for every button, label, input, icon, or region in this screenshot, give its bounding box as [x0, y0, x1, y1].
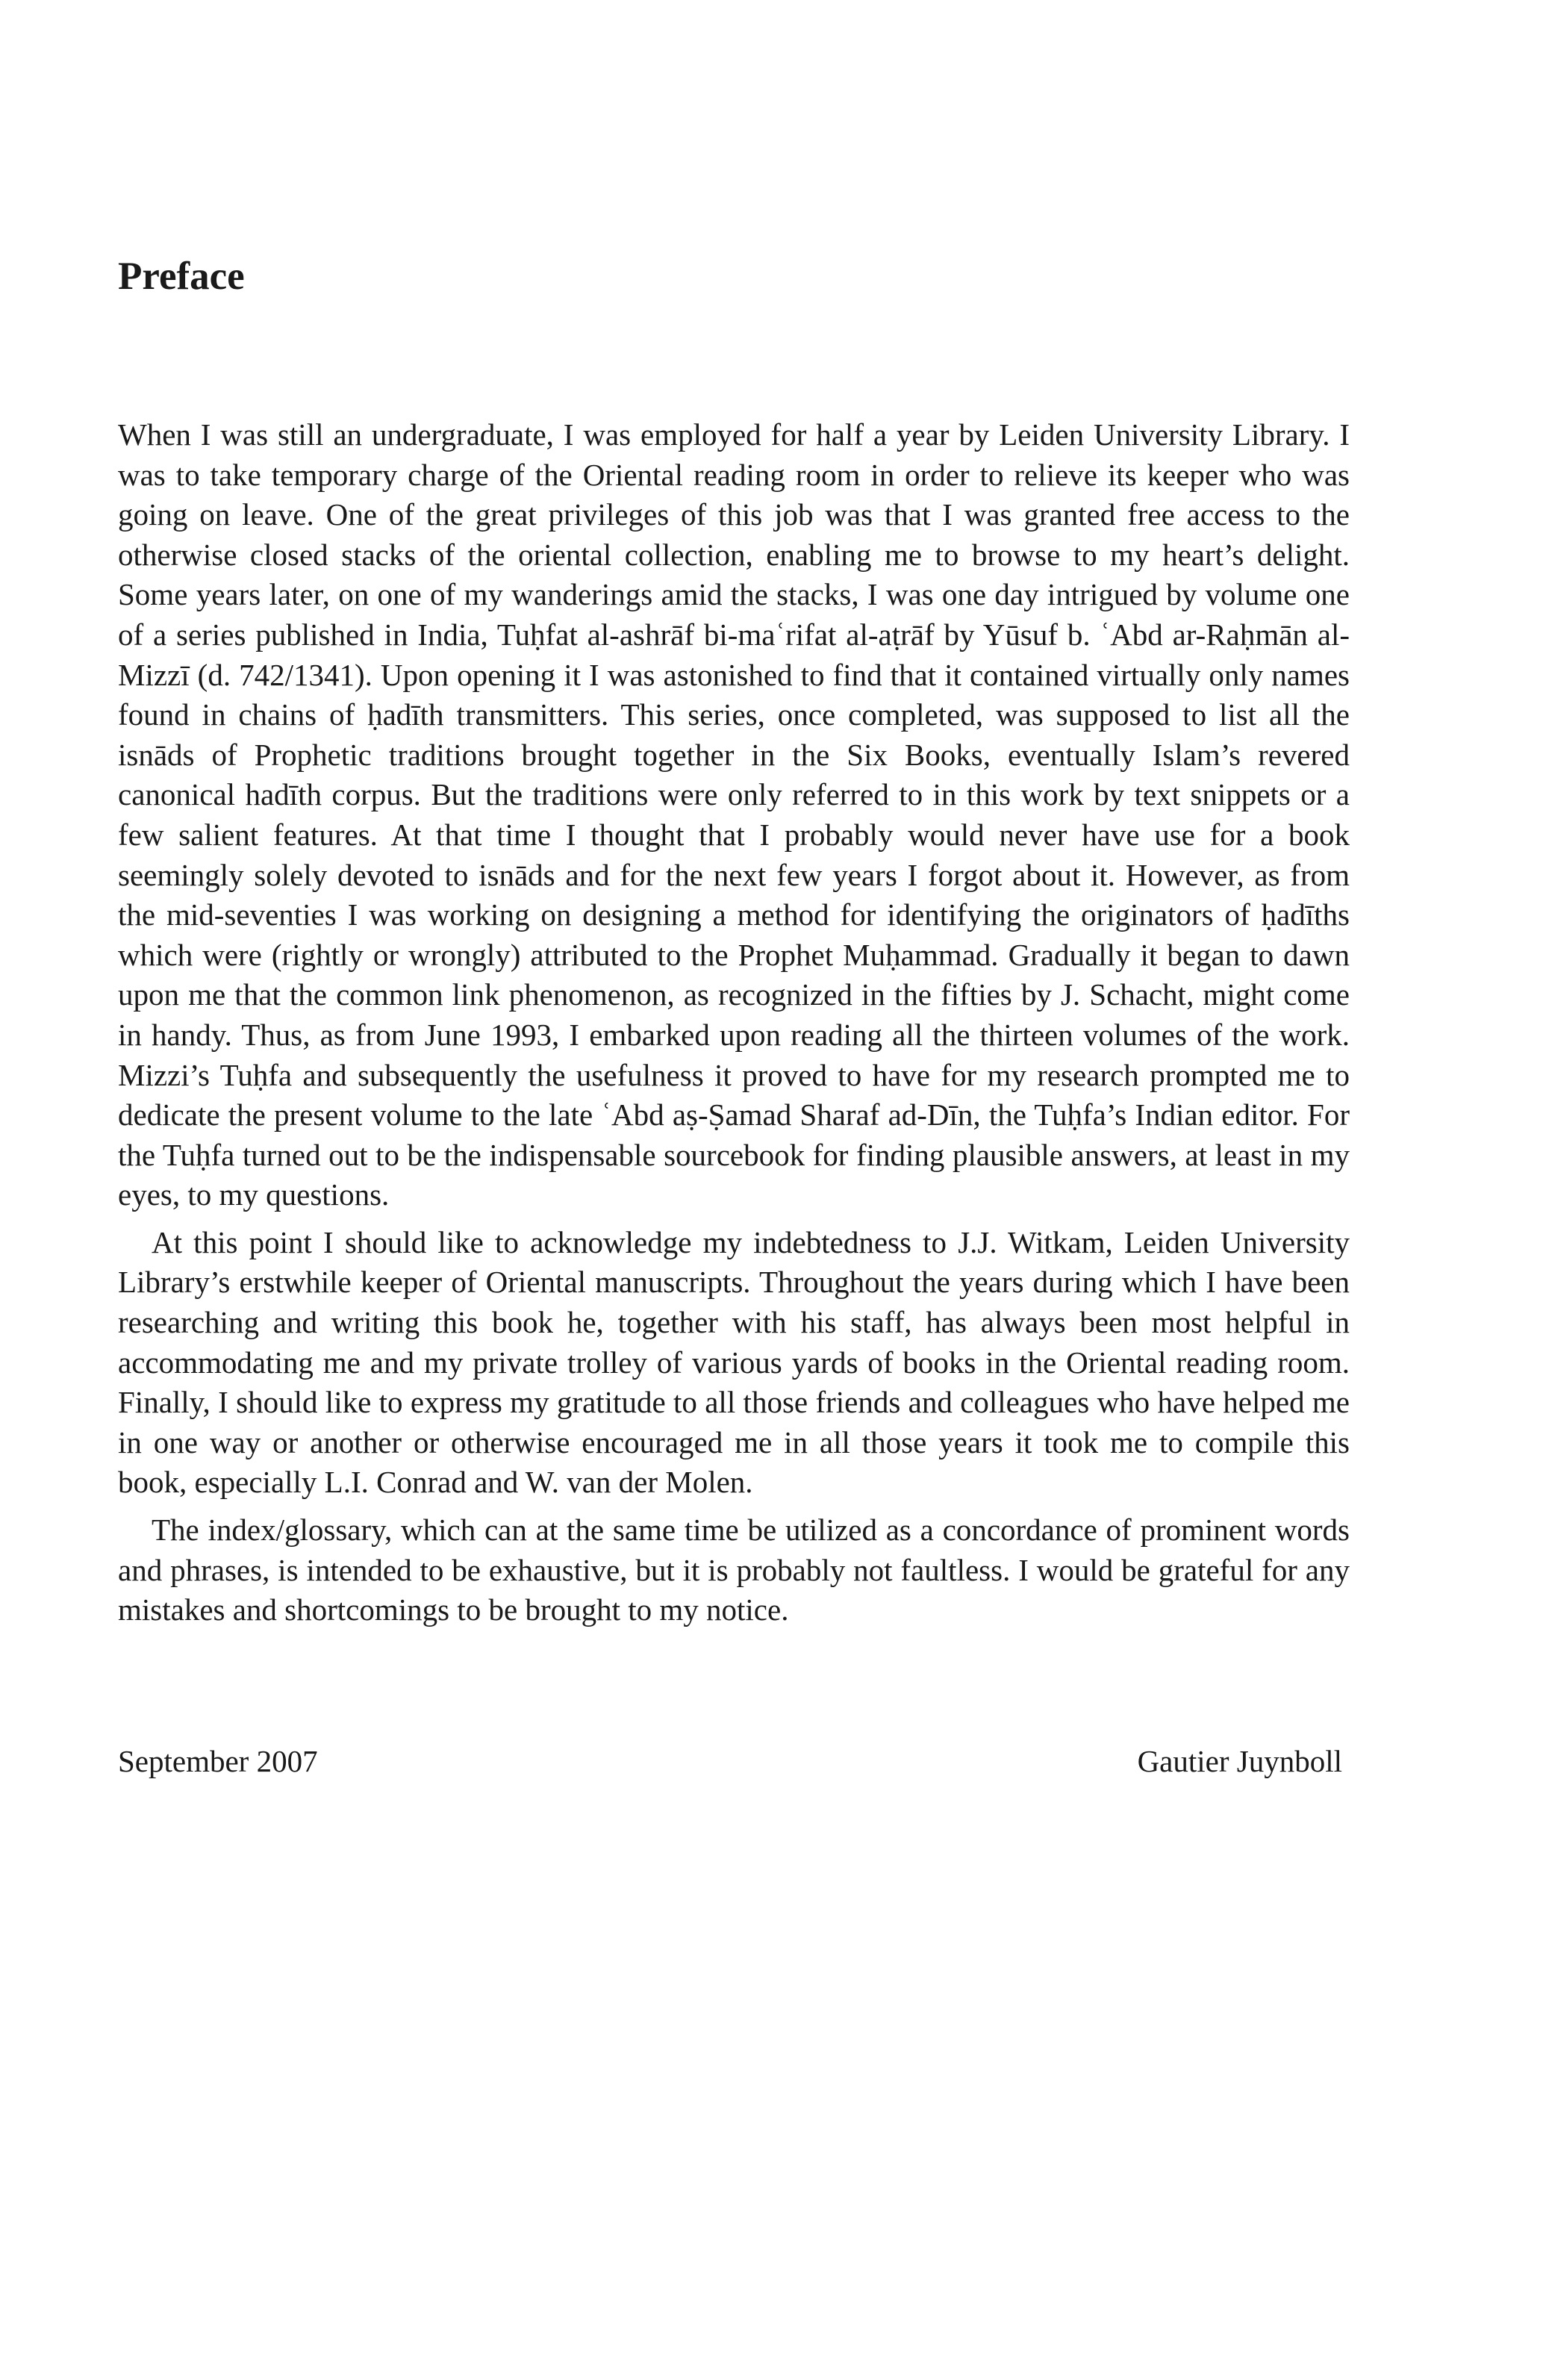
paragraph-1: When I was still an undergraduate, I was employed for half a year by Leiden University Library. I was to take temporary charge of the Oriental reading room in order to relieve its keeper who was going on leave. One of the great privileges of this job was that I was granted free access to the otherwise closed stacks of the oriental collection, enabling me to browse to my heart’s delight. Some years later, on one of my wanderings amid the stacks, I was one day intrigued by volume one of a series published in India, Tuḥfat al-ashrāf bi-maʿrifat al-aṭrāf by Yūsuf b. ʿAbd ar-Raḥmān al-Mizzī (d. 742/1341). Upon opening it I was astonished to find that it contained virtually only names found in chains of ḥadīth transmitters. This series, once completed, was supposed to list all the isnāds of Prophetic traditions brought together in the Six Books, eventually Islam’s revered canonical hadīth corpus. But the traditions were only referred to in this work by text snippets or a few salient features. At that time I thought that I probably would never have use for a book seemingly solely devoted to isnāds and for the next few years I forgot about it. However, as from the mid-seventies I was working on designing a method for identifying the originators of ḥadīths which were (rightly or wrongly) attributed to the Prophet Muḥammad. Gradually it began to dawn upon me that the common link phenomenon, as recognized in the fifties by J. Schacht, might come in handy. Thus, as from June 1993, I embarked upon reading all the thirteen volumes of the work. Mizzi’s Tuḥfa and subsequently the usefulness it proved to have for my research prompted me to dedicate the present volume to the late ʿAbd aṣ-Ṣamad Sharaf ad-Dīn, the Tuḥfa’s Indian editor. For the Tuḥfa turned out to be the indispensable sourcebook for finding plausible answers, at least in my eyes, to my questions. — [118, 417, 1350, 1212]
page-title: Preface — [118, 255, 245, 298]
preface-body — [118, 415, 1350, 1638]
paragraph-2: At this point I should like to acknowledge my indebtedness to J.J. Witkam, Leiden University Library’s erstwhile keeper of Oriental manuscripts. Throughout the years during which I have been researching and writing this book he, together with his staff, has always been most helpful in accommodating me and my private trolley of various yards of books in the Oriental reading room. Finally, I should like to express my gratitude to all those friends and colleagues who have helped me in one way or another or otherwise encouraged me in all those years it took me to compile this book, especially L.I. Conrad and W. van der Molen. — [118, 1224, 1350, 1500]
paragraph-3: The index/glossary, which can at the same time be utilized as a concordance of prominent words and phrases, is intended to be exhaustive, but it is probably not faultless. I would be grateful for any mistakes and shortcomings to be brought to my notice. — [118, 1513, 1350, 1627]
author-name: Gautier Juynboll — [1137, 1744, 1342, 1778]
date-line: September 2007 — [118, 1744, 318, 1778]
signoff-line — [118, 1741, 1342, 1781]
